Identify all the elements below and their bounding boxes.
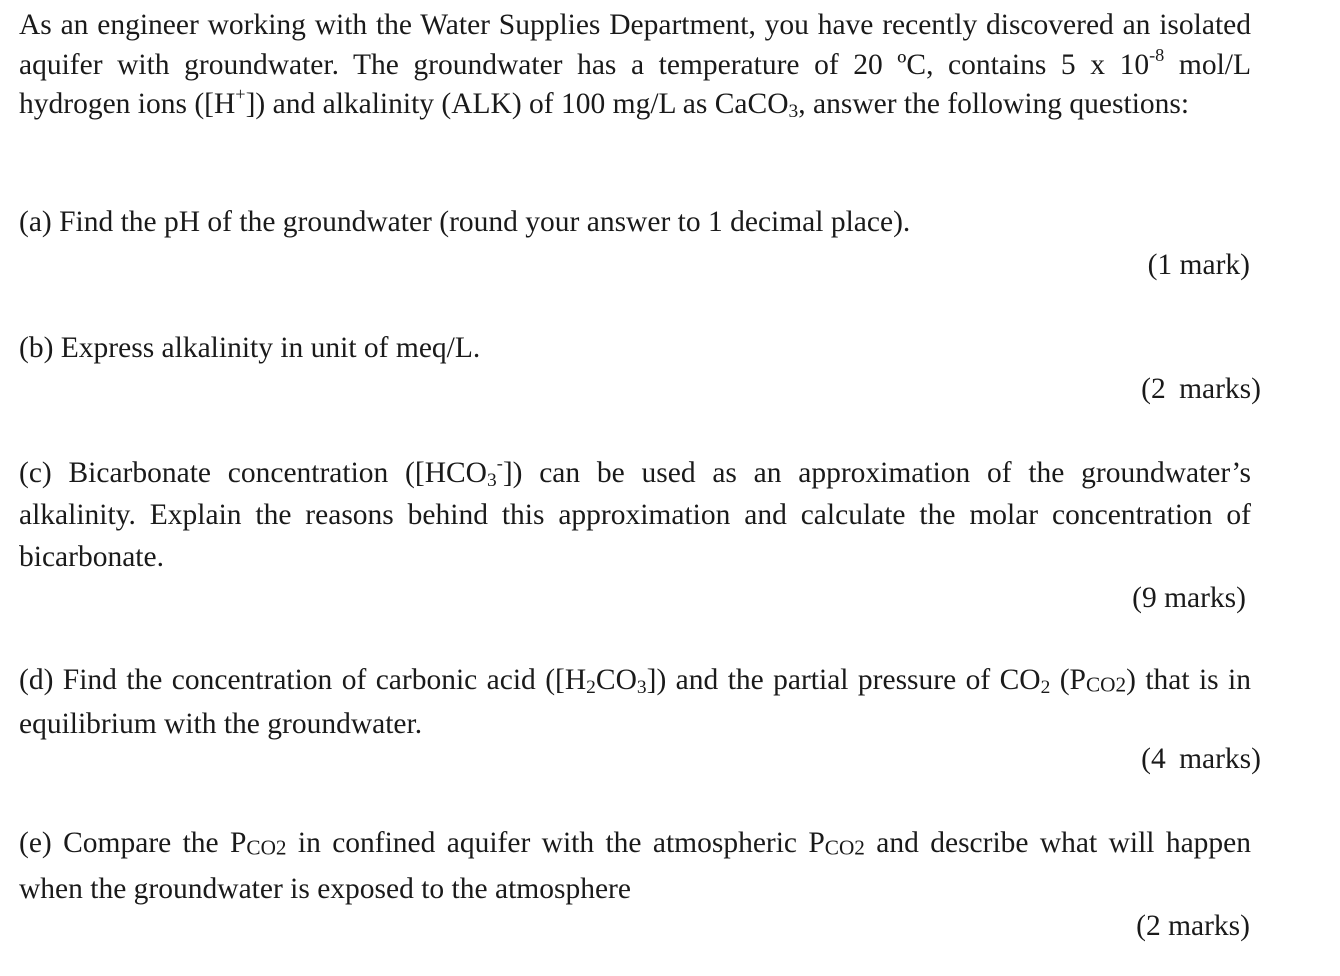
hydrogen-charge: + bbox=[235, 83, 246, 104]
pco2-subscript-first: CO2 bbox=[246, 835, 287, 860]
question-c bbox=[19, 452, 1251, 578]
caco3-subscript: 3 bbox=[788, 100, 799, 122]
question-a-marks: (1 mark) bbox=[1147, 249, 1250, 281]
question-e-marks: (2 marks) bbox=[1136, 910, 1250, 942]
question-a bbox=[19, 202, 1251, 242]
question-a-text: (a) Find the pH of the groundwater (round your answer to 1 decimal place). bbox=[19, 206, 911, 238]
pco2-subscript: CO2 bbox=[1085, 672, 1127, 697]
intro-text-1: As an engineer working with the Water Supplies Department, you have recently discovered an isolated aquifer with groundwater. The groundwater has a temperature of 20 ºC, contains 5 x 10 bbox=[19, 9, 1251, 81]
question-e-text-1: (e) Compare the P bbox=[19, 827, 247, 859]
co2-subscript: 2 bbox=[1040, 676, 1051, 698]
question-b-text: (b) Express alkalinity in unit of meq/L. bbox=[19, 332, 481, 364]
question-e-text-3: and describe what will happen when the groundwater is exposed to the atmosphere bbox=[19, 827, 1252, 905]
exponent: -8 bbox=[1149, 44, 1165, 65]
intro-text-4: , answer the following questions: bbox=[798, 88, 1190, 120]
pco2-subscript-second: CO2 bbox=[824, 835, 865, 860]
question-c-marks: (9 marks) bbox=[1132, 582, 1246, 614]
question-c-text-1: (c) Bicarbonate concentration ([HCO bbox=[19, 457, 487, 489]
question-e bbox=[19, 823, 1251, 910]
question-b-marks: (2 marks) bbox=[1141, 373, 1261, 405]
question-d-text-3: ]) and the partial pressure of CO bbox=[646, 664, 1041, 696]
intro-text-2: mol/L hydrogen ions ([H bbox=[19, 48, 1251, 120]
question-b bbox=[19, 328, 1251, 368]
h2-subscript: 2 bbox=[586, 676, 596, 698]
hco3-charge: - bbox=[496, 452, 503, 473]
question-c-text-2: ]) can be used as an approximation of the groundwater’s alkalinity. Explain the reasons behind this approximation and calculate the molar concentration of bicarbonate. bbox=[19, 457, 1251, 573]
question-d bbox=[19, 661, 1251, 744]
question-d-marks: (4 marks) bbox=[1141, 743, 1261, 775]
question-d-text-4: (P bbox=[1050, 664, 1086, 696]
intro-text-3: ]) and alkalinity (ALK) of 100 mg/L as CaCO bbox=[245, 88, 789, 120]
question-d-text-1: (d) Find the concentration of carbonic acid ([H bbox=[19, 664, 587, 696]
question-d-text-2: CO bbox=[595, 664, 637, 696]
question-e-text-2: in confined aquifer with the atmospheric P bbox=[286, 827, 825, 859]
question-d-text-5: ) that is in equilibrium with the groundwater. bbox=[19, 664, 1252, 740]
intro-paragraph bbox=[19, 6, 1251, 125]
hco3-subscript: 3 bbox=[486, 469, 497, 491]
co3-subscript: 3 bbox=[636, 676, 647, 698]
